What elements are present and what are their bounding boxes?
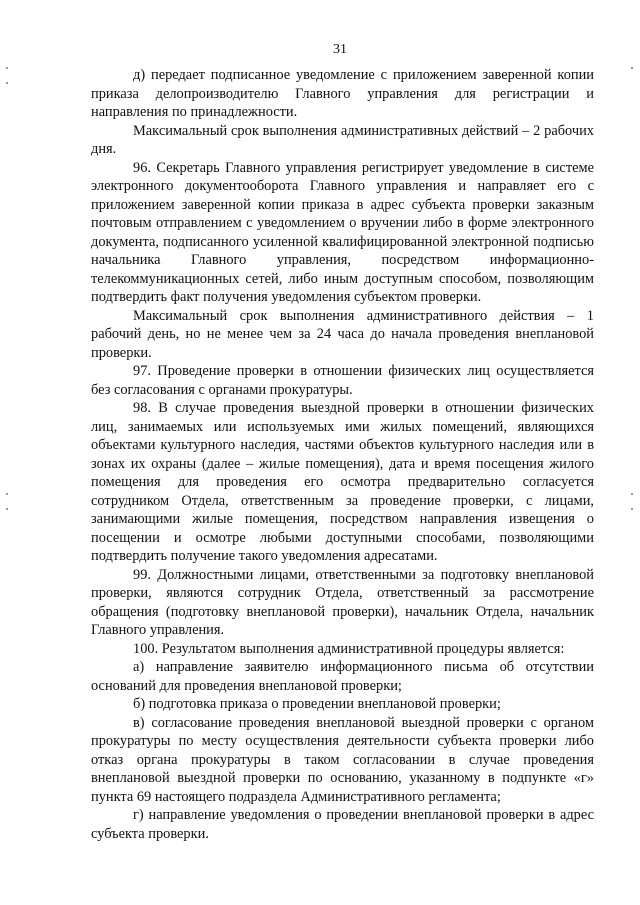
paragraph-100v: в) согласование проведения внеплановой выездной проверки с органом прокуратуры по месту осуществления деятельности субъекта проверки либо отказ органа прокуратуры в таком согласовании в случае проведения внеплановой выездной проверки по основанию, указанному в подпункте «г» пункта 69 настоящего подраздела Административного регламента; bbox=[91, 714, 594, 805]
paragraph-95d: д) передает подписанное уведомление с приложением заверенной копии приказа делопроизводителю Главного управления для регистрации и направления по принадлежности. bbox=[91, 67, 594, 120]
scan-speck bbox=[6, 67, 8, 69]
paragraph-96: 96. Секретарь Главного управления регистрирует уведомление в системе электронного документооборота Главного управления и направляет его с приложением заверенной копии приказа в адрес субъекта проверки заказным почтовым отправлением с уведомлением о вручении либо в форме электронного документа, подписанного усиленной квалифицированной электронной подписью начальника Главного управления, посредством информационно-телекоммуникационных сетей, либо иным доступным способом, позволяющим подтвердить факт получения уведомления субъектом проверки. bbox=[91, 159, 594, 305]
paragraph-95-deadline: Максимальный срок выполнения административных действий – 2 рабочих дня. bbox=[91, 122, 594, 157]
paragraph-98: 98. В случае проведения выездной проверки в отношении физических лиц, занимаемых или используемых ими жилых помещений, являющихся объектами культурного наследия, частями объектов культурного наследия или в зонах их охраны (далее – жилые помещения), дата и время посещения жилого помещения для проведения его осмотра предварительно согласуется сотрудником Отдела, ответственным за проведение проверки, с лицами, занимающими жилые помещения, посредством направления извещения о посещении и осмотре любыми доступными способами, позволяющими подтвердить получение такого уведомления адресатами. bbox=[91, 400, 594, 564]
scan-speck bbox=[631, 67, 633, 69]
paragraph-100b: б) подготовка приказа о проведении внеплановой проверки; bbox=[133, 696, 501, 712]
paragraph-99: 99. Должностными лицами, ответственными за подготовку внеплановой проверки, являются сотрудник Отдела, ответственный за рассмотрение обращения (подготовку внеплановой проверки), начальник Отдела, начальник Главного управления. bbox=[91, 566, 594, 638]
paragraph-100: 100. Результатом выполнения административной процедуры является: bbox=[133, 640, 565, 657]
scan-speck bbox=[631, 493, 633, 495]
paragraph-100a: а) направление заявителю информационного письма об отсутствии оснований для проведения внеплановой проверки; bbox=[91, 659, 594, 694]
scan-speck bbox=[6, 493, 8, 495]
paragraph-96-deadline: Максимальный срок выполнения административного действия – 1 рабочий день, но не менее чем за 24 часа до начала проведения внеплановой проверки. bbox=[91, 307, 594, 361]
paragraph-97: 97. Проведение проверки в отношении физических лиц осуществляется без согласования с органами прокуратуры. bbox=[91, 363, 594, 398]
page-number: 31 bbox=[333, 42, 347, 57]
scan-speck bbox=[6, 82, 8, 84]
paragraph-100g: г) направление уведомления о проведении внеплановой проверки в адрес субъекта проверки. bbox=[91, 807, 594, 842]
document-body bbox=[91, 66, 594, 843]
scan-speck bbox=[6, 508, 8, 510]
scan-speck bbox=[631, 508, 633, 510]
